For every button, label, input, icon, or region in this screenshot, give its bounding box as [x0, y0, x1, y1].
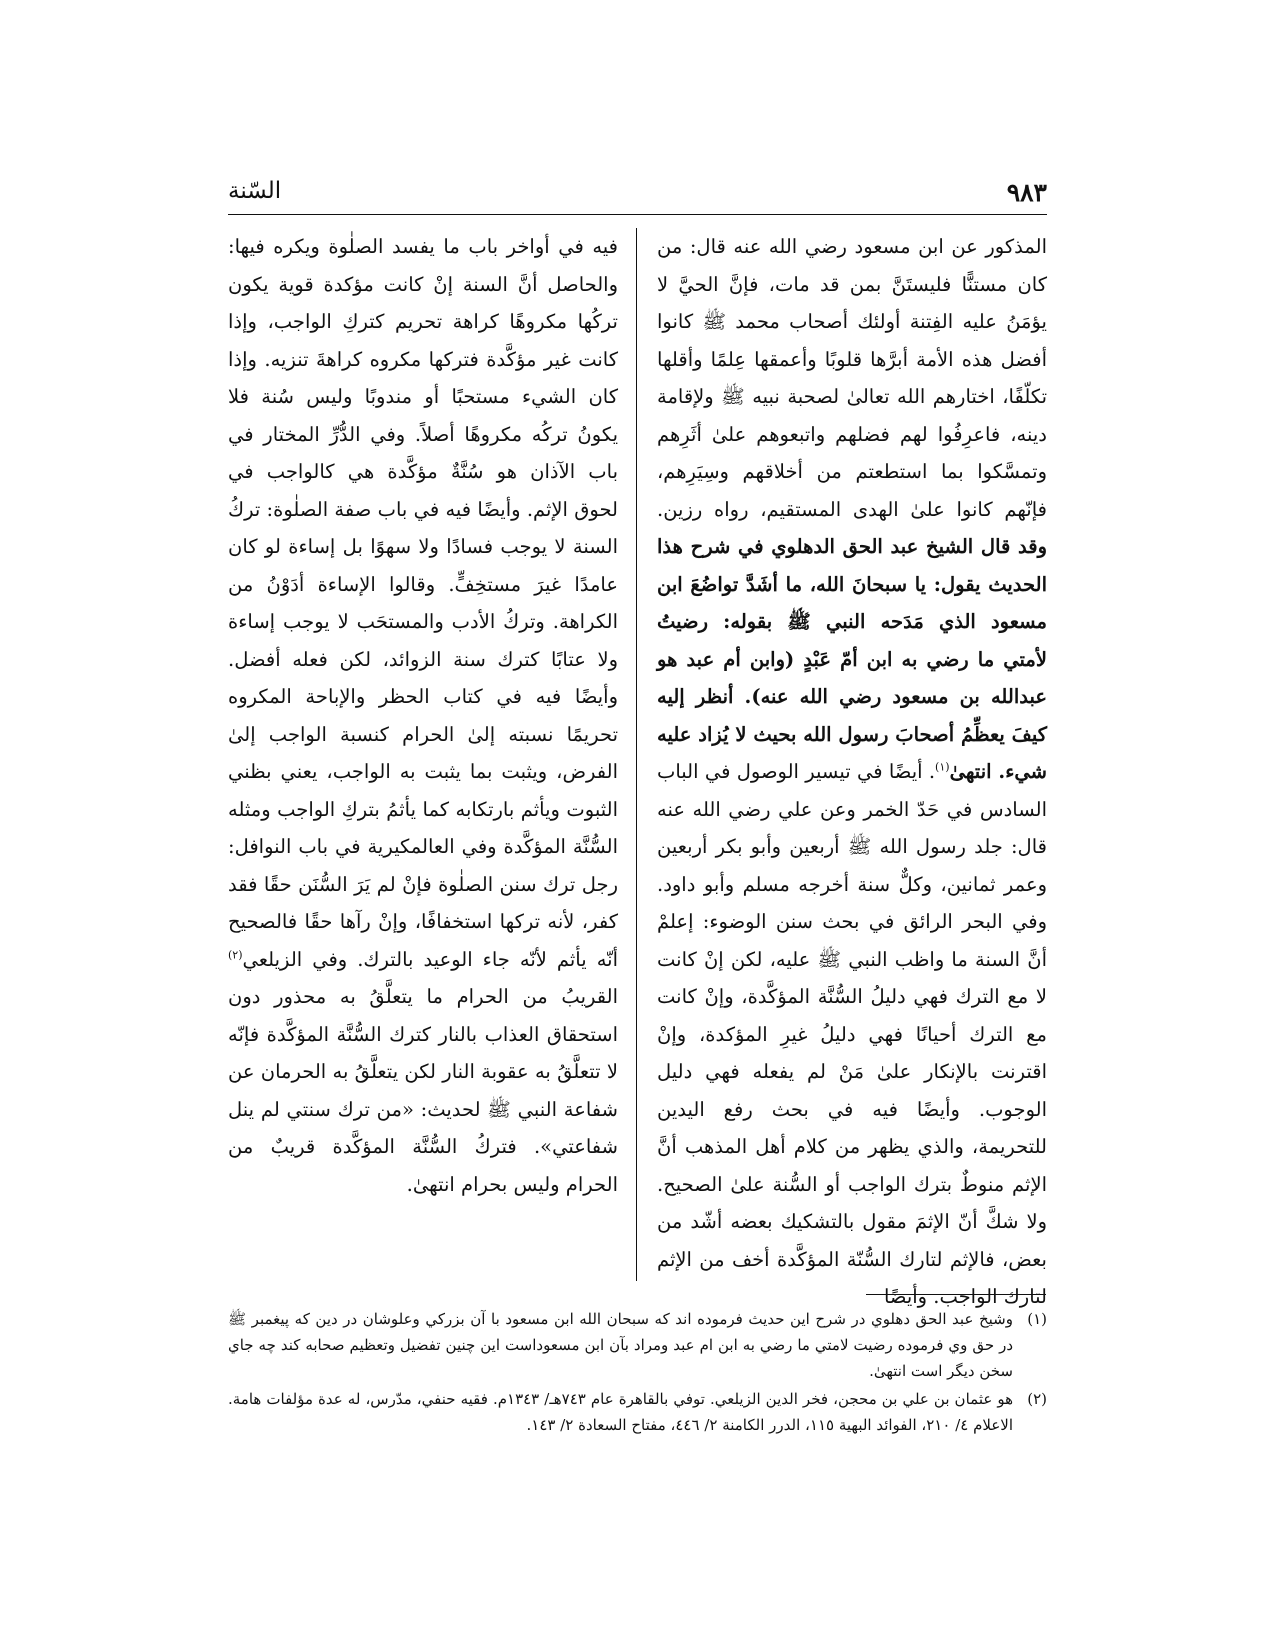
footnote-1: [228, 1306, 1047, 1384]
footnote-marker-2: (٢): [228, 948, 243, 961]
left-column: [228, 228, 618, 1203]
column-divider: [636, 228, 637, 1281]
footnote-rule: [866, 1294, 1046, 1295]
footnotes: [228, 1306, 1047, 1440]
left-column-continuation: القريبُ من الحرام ما يتعلَّقُ به محذور دون استحقاق العذاب بالنار كترك السُّنَّة المؤكَّدة فإنّه لا تتعلَّقُ به عقوبة النار لكن يتعلَّقُ به الحرمان عن شفاعة النبي ﷺ لحديث: «من ترك سنتي لم ينل شفاعتي». فتركُ السُّنَّة المؤكَّدة قريبٌ من الحرام وليس بحرام انتهىٰ.: [228, 985, 618, 1196]
footnote-number: (٢): [1027, 1390, 1047, 1408]
right-column-text: المذكور عن ابن مسعود رضي الله عنه قال: من كان مستنًّا فليستَنَّ بمن قد مات، فإنَّ الحيَّ لا يؤمَنُ عليه الفِتنة أولئك أصحاب محمد ﷺ كانوا أفضل هذه الأمة أبرَّها قلوبًا وأعمقها عِلمًا وأقلها تكلّفًا، اختارهم الله تعالىٰ لصحبة نبيه ﷺ ولإقامة دينه، فاعرِفُوا لهم فضلهم واتبعوهم علىٰ أثَرِهم وتمسَّكوا بما استطعتم من أخلاقهم وسِيَرِهم، فإنّهم كانوا علىٰ الهدى المستقيم، رواه رزين.: [657, 235, 1047, 521]
left-column-text: فيه في أواخر باب ما يفسد الصلٰوة ويكره فيها: والحاصل أنَّ السنة إنْ كانت مؤكدة قوية يكون تركُها مكروهًا كراهة تحريم كتركِ الواجب، وإذا كانت غير مؤكَّدة فتركها مكروه كراهةَ تنزيه. وإذا كان الشيء مستحبًا أو مندوبًا وليس سُنة فلا يكونُ تركُه مكروهًا أصلاً. وفي الدُّرِّ المختار في باب الآذان هو سُنَّةٌ مؤكَّدة هي كالواجب في لحوق الإثم. وأيضًا فيه في باب صفة الصلٰوة: تركُ السنة لا يوجب فسادًا ولا سهوًا بل إساءة لو كان عامدًا غيرَ مستخِفٍّ. وقالوا الإساءة أدَوْنُ من الكراهة. وتركُ الأدب والمستحَب لا يوجب إساءة ولا عتابًا كترك سنة الزوائد، لكن فعله أفضل. وأيضًا فيه في كتاب الحظر والإباحة المكروه تحريمًا نسبته إلىٰ الحرام كنسبة الواجب إلىٰ الفرض، ويثبت بما يثبت به الواجب، يعني بظني الثبوت ويأثم بارتكابه كما يأثمُ بتركِ الواجب ومثله السُّنَّة المؤكَّدة وفي العالمكيرية في باب النوافل: رجل ترك سنن الصلٰوة فإنْ لم يَرَ السُّنَن حقًا فقد كفر، لأنه تركها استخفافًا، وإنْ رآها حقًا فالصحيح أنّه يأثم لأنّه جاء الوعيد بالترك. وفي الزيلعي: [228, 235, 618, 971]
footnote-text: هو عثمان بن علي بن محجن، فخر الدين الزيلعي. توفي بالقاهرة عام ٧٤٣هـ/ ١٣٤٣م. فقيه حنفي، مدّرس، له عدة مؤلفات هامة. الاعلام ٤/ ٢١٠، الفوائد البهية ١١٥، الدرر الكامنة ٢/ ٤٤٦، مفتاح السعادة ٢/ ١٤٣.: [228, 1390, 1014, 1434]
footnote-text: وشيخ عبد الحق دهلوي در شرح اين حديث فرموده اند كه سبحان الله ابن مسعود با آن بزركي وعلوشان در دين كه پيغمبر ﷺ در حق وي فرموده رضيت لامتي ما رضي به ابن ام عبد ومراد بآن ابن مسعوداست اين چنين تفضيل وتعظيم صحابه كند چه جاي سخن ديگر است انتهىٰ.: [228, 1310, 1013, 1380]
right-column-bold-quote: وقد قال الشيخ عبد الحق الدهلوي في شرح هذا الحديث يقول: يا سبحانَ الله، ما أشَدَّ تواضُعَ ابن مسعود الذي مَدَحه النبي ﷺ بقوله: رضيتُ لأمتي ما رضي به ابن أمّ عَبْدٍ (وابن أم عبد هو عبدالله بن مسعود رضي الله عنه). أنظر إليه كيفَ يعظِّمُ أصحابَ رسول الله بحيث لا يُزاد عليه شيء. انتهىٰ: [657, 535, 1047, 783]
page-header: [228, 176, 1047, 212]
left-column-paragraph: [228, 228, 618, 1203]
footnote-marker-1: (١): [935, 760, 950, 774]
header-rule: [228, 214, 1047, 215]
right-column-paragraph: [657, 228, 1047, 1316]
page-number: ٩٨٣: [1006, 178, 1047, 207]
right-column-continuation: . أيضًا في تيسير الوصول في الباب السادس في حَدّ الخمر وعن علي رضي الله عنه قال: جلد رسول الله ﷺ أربعين وأبو بكر أربعين وعمر ثمانين، وكلٌّ سنة أخرجه مسلم وأبو داود. وفي البحر الرائق في بحث سنن الوضوء: إعلمْ أنَّ السنة ما واظب النبي ﷺ عليه، لكن إنْ كانت لا مع الترك فهي دليلُ السُّنَّة المؤكَّدة، وإنْ كانت مع الترك أحيانًا فهي دليلُ غيرِ المؤكدة، وإنْ اقترنت بالإنكار علىٰ مَنْ لم يفعله فهي دليل الوجوب. وأيضًا فيه في بحث رفع اليدين للتحريمة، والذي يظهر من كلام أهل المذهب أنَّ الإثم منوطٌ بترك الواجب أو السُّنة علىٰ الصحيح. ولا شكَّ أنّ الإثمَ مقول بالتشكيك بعضه أشّد من بعض، فالإثم لتارك السُّنّة المؤكَّدة أخف من الإثم لتارك الواجب. وأيضًا: [657, 760, 1047, 1308]
right-column: [657, 228, 1047, 1316]
footnote-number: (١): [1027, 1310, 1047, 1328]
running-title: السّنة: [228, 178, 282, 204]
footnote-2: [228, 1386, 1047, 1438]
